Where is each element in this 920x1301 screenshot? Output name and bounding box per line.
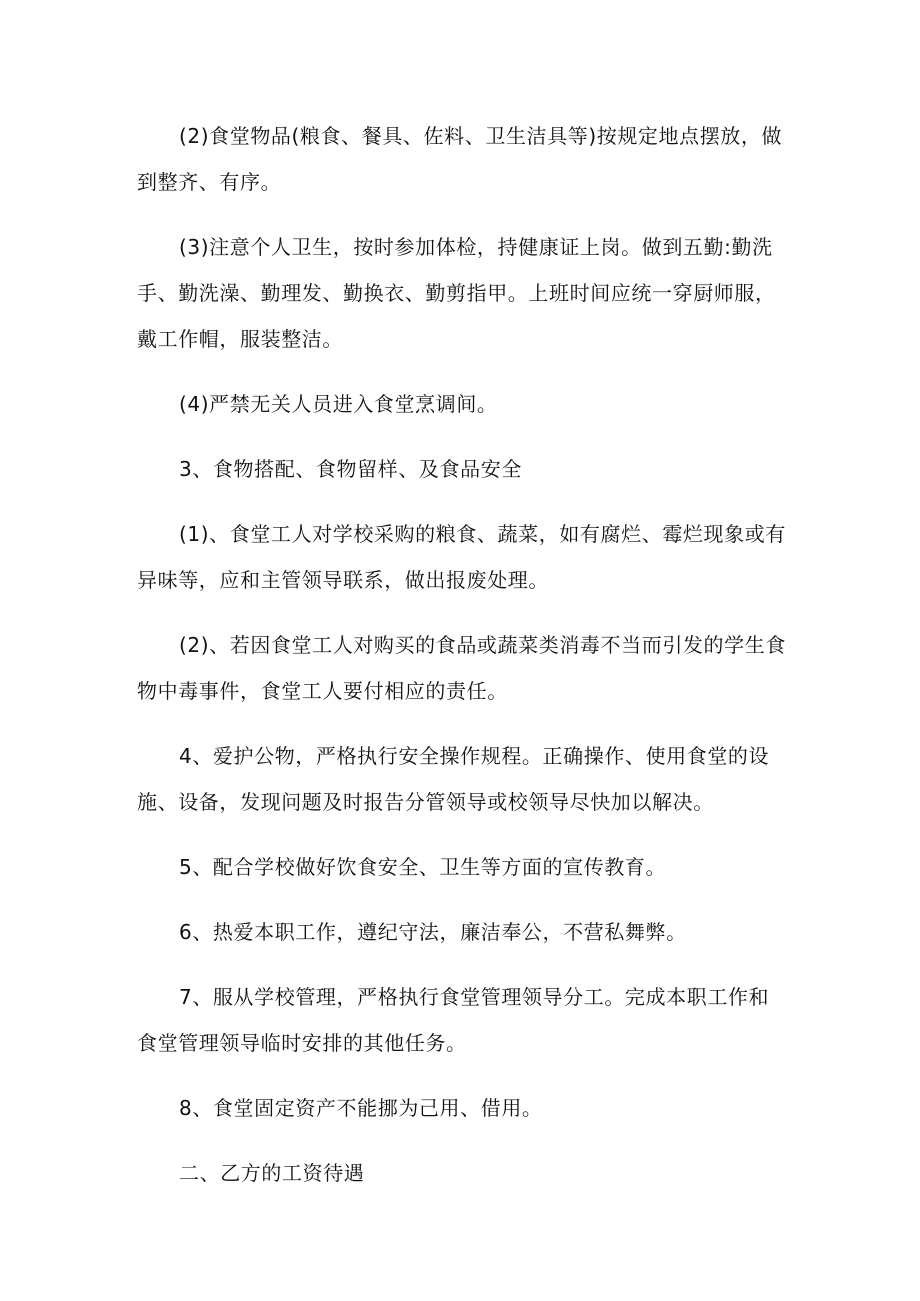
paragraph-item-1-spoiled-food: (1)、食堂工人对学校采购的粮食、蔬菜，如有腐烂、霉烂现象或有异味等，应和主管领导联系，做出报废处理。 — [137, 522, 786, 592]
paragraph-item-2-poisoning: (2)、若因食堂工人对购买的食品或蔬菜类消毒不当而引发的学生食物中毒事件，食堂工人要付相应的责任。 — [137, 633, 786, 703]
paragraph-section-4-equipment: 4、爱护公物，严格执行安全操作规程。正确操作、使用食堂的设施、设备，发现问题及时报告分管领导或校领导尽快加以解决。 — [137, 744, 770, 814]
paragraph-item-4-no-entry: (4)严禁无关人员进入食堂烹调间。 — [179, 392, 498, 416]
section-heading-food-safety: 3、食物搭配、食物留样、及食品安全 — [179, 457, 522, 481]
paragraph-item-2-placement: (2)食堂物品(粮食、餐具、佐料、卫生洁具等)按规定地点摆放，做到整齐、有序。 — [137, 124, 783, 194]
paragraph-section-8-assets: 8、食堂固定资产不能挪为己用、借用。 — [179, 1096, 543, 1120]
document-body — [137, 113, 787, 1196]
section-heading-wages: 二、乙方的工资待遇 — [179, 1161, 365, 1185]
paragraph-section-6-integrity: 6、热爱本职工作，遵纪守法，廉洁奉公，不营私舞弊。 — [179, 920, 687, 944]
paragraph-item-3-hygiene: (3)注意个人卫生，按时参加体检，持健康证上岗。做到五勤:勤洗手、勤洗澡、勤理发、勤换衣、勤剪指甲。上班时间应统一穿厨师服，戴工作帽，服装整洁。 — [137, 235, 776, 351]
paragraph-section-5-education: 5、配合学校做好饮食安全、卫生等方面的宣传教育。 — [179, 855, 667, 879]
paragraph-section-7-management: 7、服从学校管理，严格执行食堂管理领导分工。完成本职工作和食堂管理领导临时安排的其他任务。 — [137, 985, 770, 1055]
